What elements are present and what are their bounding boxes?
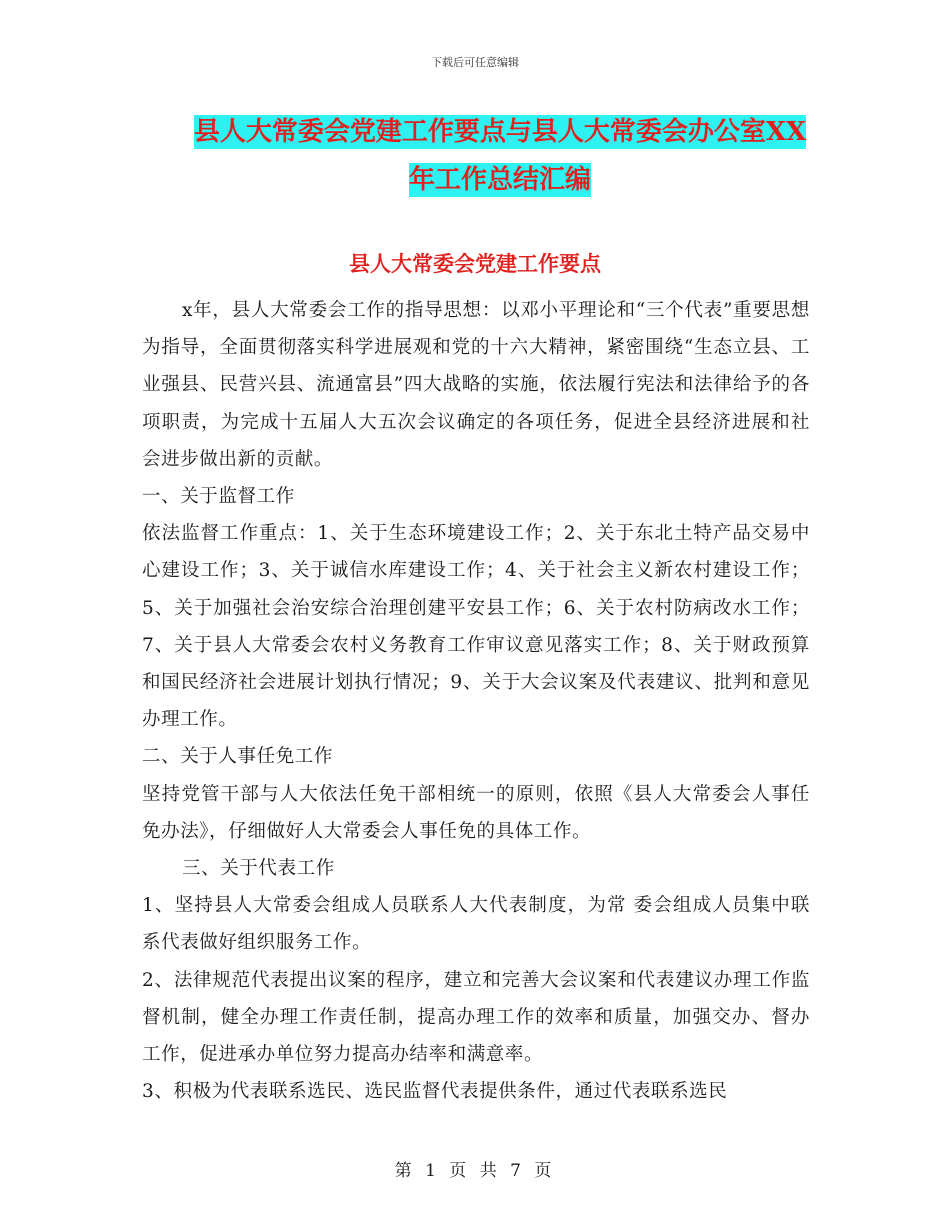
document-title-line-1: 县人大常委会党建工作要点与县人大常委会办公室XX	[193, 117, 807, 147]
paragraph-representatives-1: 1、坚持县人大常委会组成人员联系人大代表制度，为常 委会组成人员集中联系代表做好组织服务工作。	[142, 895, 810, 954]
document-body	[142, 292, 810, 1110]
paragraph-guiding-thought: x年，县人大常委会工作的指导思想：以邓小平理论和“三个代表”重要思想为指导，全面贯彻落实科学进展观和党的十六大精神，紧密围绕“生态立县、工业强县、民营兴县、流通富县”四大战略的实施，依法履行宪法和法律给予的各项职责，为完成十五届人大五次会议确定的各项任务，促进全县经济进展和社会进步做出新的贡献。	[142, 300, 810, 470]
paragraph-representatives-2: 2、法律规范代表提出议案的程序，建立和完善大会议案和代表建议办理工作监督机制，健全办理工作责任制，提高办理工作的效率和质量，加强交办、督办工作，促进承办单位努力提高办结率和满意率。	[142, 969, 810, 1066]
page-number-footer: 第 1 页 共 7 页	[394, 1161, 556, 1181]
heading-personnel: 二、关于人事任免工作	[142, 746, 334, 768]
header-note: 下载后可任意编辑	[431, 56, 519, 69]
document-title-line-2: 年工作总结汇编	[408, 165, 591, 195]
heading-supervision: 一、关于监督工作	[142, 486, 295, 508]
paragraph-supervision: 依法监督工作重点：1、关于生态环境建设工作；2、关于东北土特产品交易中心建设工作；3、关于诚信水库建设工作；4、关于社会主义新农村建设工作；5、关于加强社会治安综合治理创建平安县工作；6、关于农村防病改水工作；7、关于县人大常委会农村义务教育工作审议意见落实工作；8、关于财政预算和国民经济社会进展计划执行情况；9、关于大会议案及代表建议、批判和意见办理工作。	[142, 523, 810, 731]
document-title	[150, 108, 850, 204]
section-title: 县人大常委会党建工作要点	[349, 251, 601, 276]
paragraph-representatives-3: 3、积极为代表联系选民、选民监督代表提供条件，通过代表联系选民	[142, 1081, 728, 1103]
heading-representatives: 三、关于代表工作	[182, 858, 335, 880]
paragraph-personnel: 坚持党管干部与人大依法任免干部相统一的原则，依照《县人大常委会人事任免办法》，仔细做好人大常委会人事任免的具体工作。	[142, 783, 810, 842]
